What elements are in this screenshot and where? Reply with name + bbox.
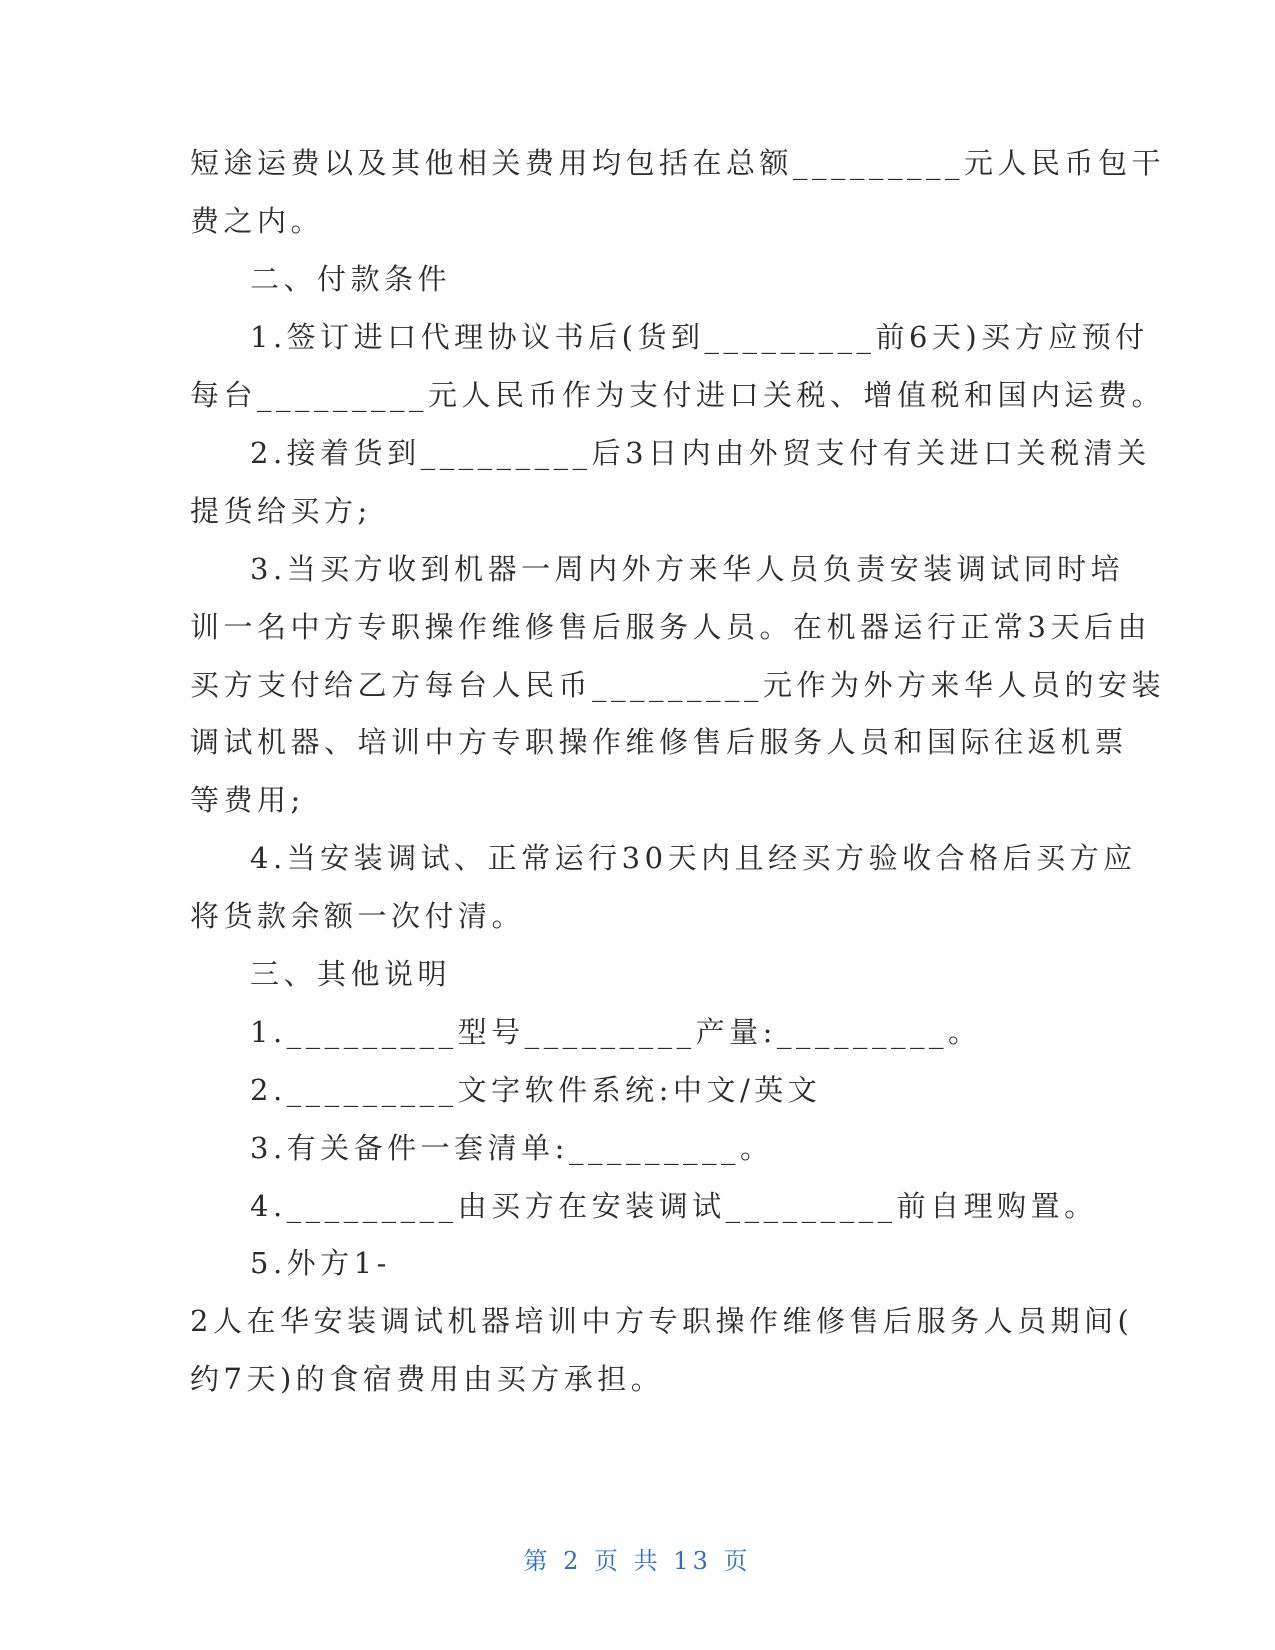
paragraph-line: 5.外方1- [250, 1246, 391, 1280]
paragraph-line: 2.接着货到_________后3日内由外贸支付有关进口关税清关 [250, 436, 1151, 470]
paragraph-line: 3.有关备件一套清单:_________。 [250, 1131, 774, 1165]
paragraph-line: 2人在华安装调试机器培训中方专职操作维修售后服务人员期间( [190, 1304, 1134, 1338]
paragraph-line: 买方支付给乙方每台人民币_________元作为外方来华人员的安装 [190, 668, 1166, 702]
paragraph-line: 训一名中方专职操作维修售后服务人员。在机器运行正常3天后由 [190, 610, 1151, 644]
paragraph-line: 1._________型号_________产量:_________。 [250, 1015, 982, 1049]
page-number-footer: 第 2 页 共 13 页 [523, 1547, 752, 1575]
paragraph-line: 4._________由买方在安装调试_________前自理购置。 [250, 1189, 1098, 1223]
paragraph-line: 每台_________元人民币作为支付进口关税、增值税和国内运费。 [190, 378, 1166, 412]
paragraph-line: 调试机器、培训中方专职操作维修售后服务人员和国际往返机票 [190, 725, 1129, 759]
paragraph-line: 1.签订进口代理协议书后(货到_________前6天)买方应预付 [250, 320, 1149, 354]
section-heading: 二、付款条件 [250, 262, 452, 296]
paragraph-line: 费之内。 [190, 204, 325, 238]
paragraph-line: 短途运费以及其他相关费用均包括在总额_________元人民币包干 [190, 146, 1166, 180]
paragraph-line: 4.当安装调试、正常运行30天内且经买方验收合格后买方应 [250, 841, 1137, 875]
paragraph-line: 2._________文字软件系统:中文/英文 [250, 1073, 822, 1107]
section-heading: 三、其他说明 [250, 957, 452, 991]
paragraph-line: 提货给买方; [190, 494, 372, 528]
paragraph-line: 将货款余额一次付清。 [190, 899, 526, 933]
paragraph-line: 3.当买方收到机器一周内外方来华人员负责安装调试同时培 [250, 552, 1125, 586]
paragraph-line: 等费用; [190, 783, 305, 817]
paragraph-line: 约7天)的食宿费用由买方承担。 [190, 1362, 665, 1396]
